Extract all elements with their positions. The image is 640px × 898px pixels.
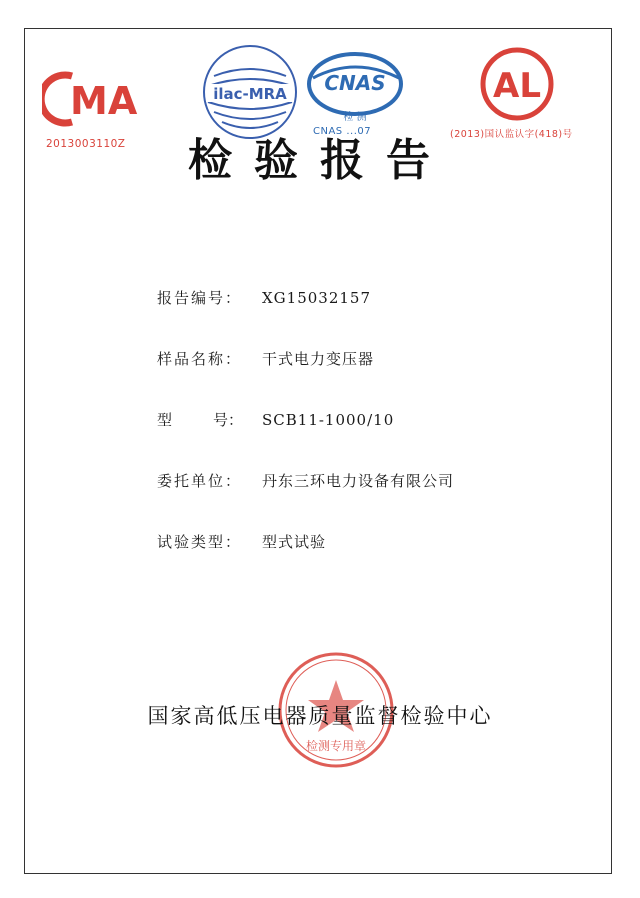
field-value: SCB11-1000/10 — [262, 411, 395, 429]
cal-mark: AL — [493, 66, 541, 106]
cal-logo-icon — [472, 42, 562, 132]
field-test-type — [157, 531, 454, 592]
field-model — [157, 409, 454, 470]
field-label: 报告编号： — [157, 289, 243, 307]
cal-code: (2013)国认监认字(418)号 — [450, 129, 573, 140]
field-label: 委托单位： — [157, 472, 243, 490]
cnas-sub: 检 测 — [343, 112, 367, 123]
cnas-code: CNAS ...07 — [313, 126, 372, 137]
field-value: 型式试验 — [262, 533, 327, 551]
field-value: 干式电力变压器 — [262, 350, 375, 368]
cma-mark: MA — [70, 79, 138, 123]
field-client — [157, 470, 454, 531]
field-label-part: 号： — [212, 411, 243, 429]
cma-logo-icon — [42, 68, 152, 130]
field-label-part: 型 — [157, 411, 173, 429]
field-value: 丹东三环电力设备有限公司 — [262, 472, 455, 490]
cnas-mark: CNAS — [324, 71, 386, 95]
field-label: 样品名称： — [157, 350, 243, 368]
ilac-mark: ilac-MRA — [213, 85, 287, 103]
field-report-number — [157, 287, 454, 348]
report-fields — [157, 287, 454, 592]
field-label: 试验类型： — [157, 533, 243, 551]
field-label — [157, 409, 243, 430]
field-value: XG15032157 — [262, 289, 372, 307]
cma-code: 2013003110Z — [46, 138, 126, 150]
report-title: 检验报告 — [188, 135, 452, 186]
seal-text: 检测专用章 — [305, 739, 367, 753]
issuing-organization: 国家高低压电器质量监督检验中心 — [147, 704, 493, 728]
field-sample-name — [157, 348, 454, 409]
